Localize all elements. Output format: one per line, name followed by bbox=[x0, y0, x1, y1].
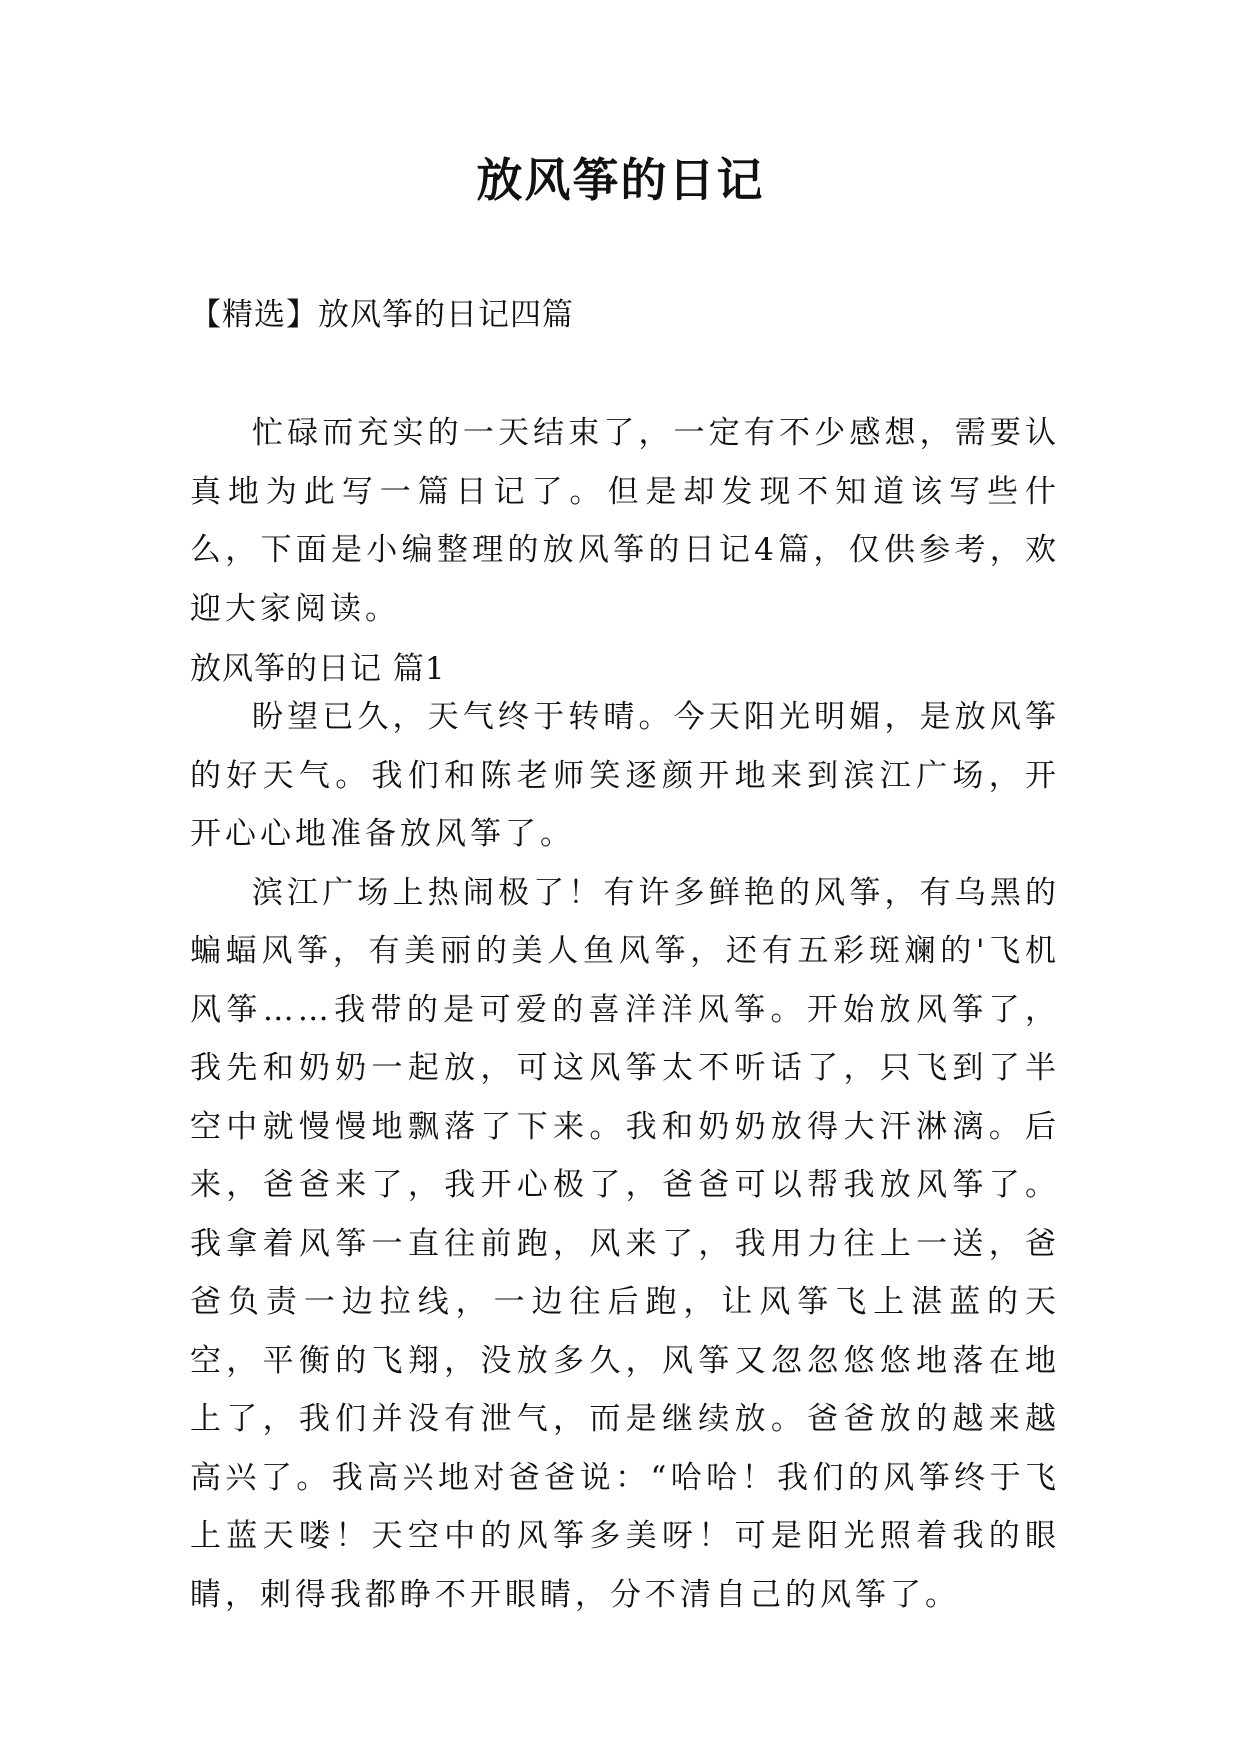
diary-body bbox=[190, 688, 1060, 1624]
section-heading: 放风筝的日记 篇1 bbox=[190, 651, 446, 687]
document-title: 放风筝的日记 bbox=[476, 153, 765, 207]
document-subtitle: 【精选】放风筝的日记四篇 bbox=[190, 297, 574, 333]
body-paragraph-1: 盼望已久，天气终于转晴。今天阳光明媚，是放风筝的好天气。我们和陈老师笑逐颜开地来到滨江广场，开开心心地准备放风筝了。 bbox=[190, 699, 1060, 852]
intro-block bbox=[190, 404, 1060, 638]
body-paragraph-2: 滨江广场上热闹极了！有许多鲜艳的风筝，有乌黑的蝙蝠风筝，有美丽的美人鱼风筝，还有五彩斑斓的'飞机风筝……我带的是可爱的喜洋洋风筝。开始放风筝了，我先和奶奶一起放，可这风筝太不听话了，只飞到了半空中就慢慢地飘落了下来。我和奶奶放得大汗淋漓。后来，爸爸来了，我开心极了，爸爸可以帮我放风筝了。我拿着风筝一直往前跑，风来了，我用力往上一送，爸爸负责一边拉线，一边往后跑，让风筝飞上湛蓝的天空，平衡的飞翔，没放多久，风筝又忽忽悠悠地落在地上了，我们并没有泄气，而是继续放。爸爸放的越来越高兴了。我高兴地对爸爸说：“哈哈！我们的风筝终于飞上蓝天喽！天空中的风筝多美呀！可是阳光照着我的眼睛，刺得我都睁不开眼睛，分不清自己的风筝了。 bbox=[190, 874, 1060, 1613]
intro-paragraph: 忙碌而充实的一天结束了，一定有不少感想，需要认真地为此写一篇日记了。但是却发现不知道该写些什么，下面是小编整理的放风筝的日记4篇，仅供参考，欢迎大家阅读。 bbox=[190, 415, 1060, 627]
